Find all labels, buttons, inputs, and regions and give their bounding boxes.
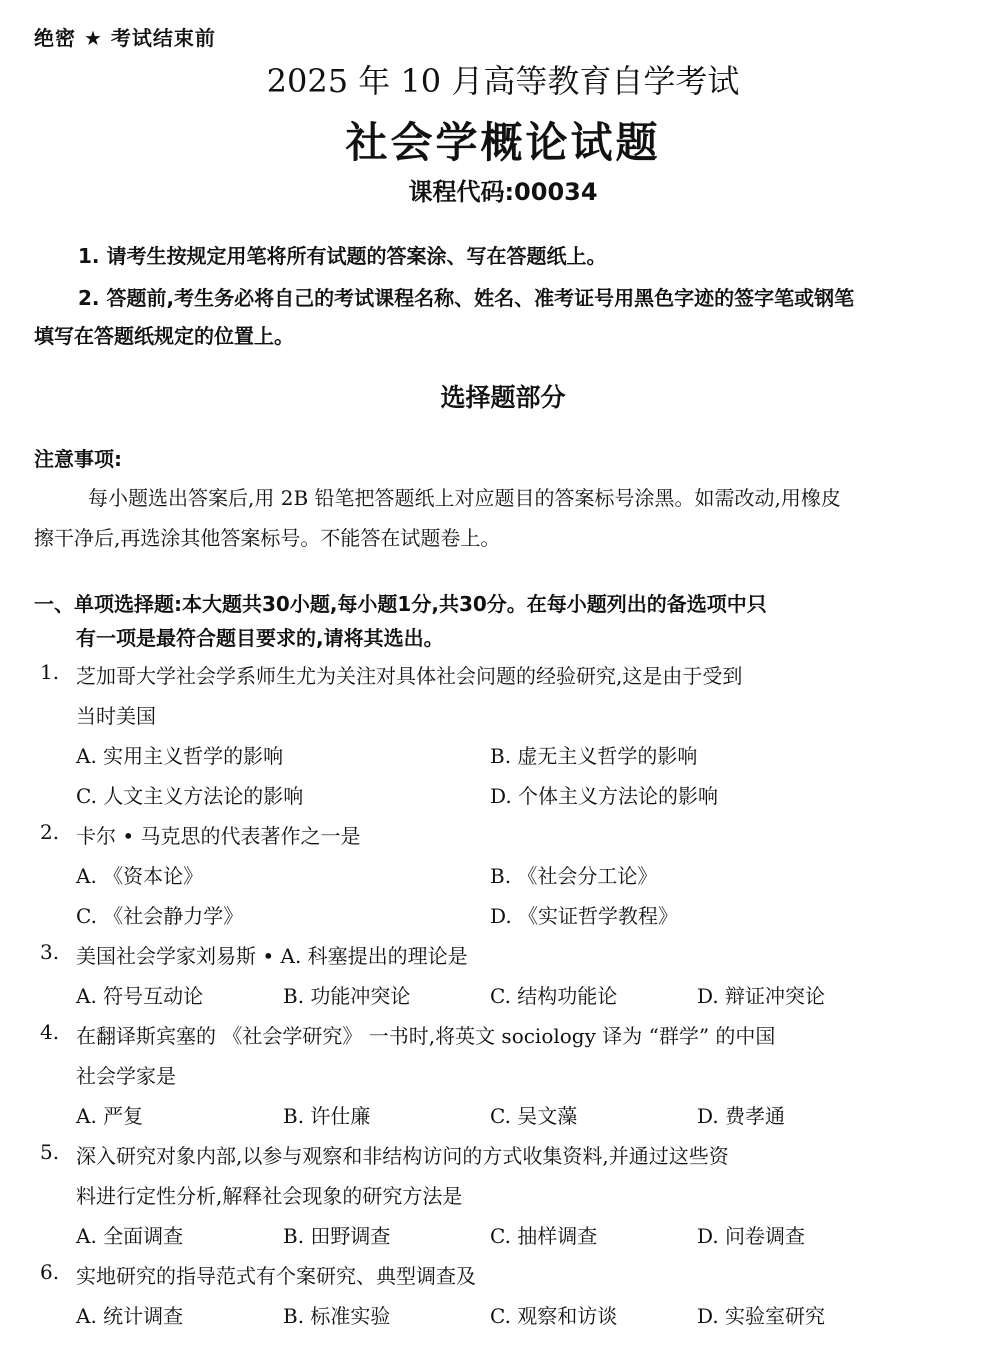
part-heading-line-2: 有一项是最符合题目要求的,请将其选出。 (76, 626, 444, 650)
question-number: 6. (40, 1260, 60, 1284)
question-number: 3. (40, 940, 60, 964)
question-number: 5. (40, 1140, 60, 1164)
question-text: 芝加哥大学社会学系师生尤为关注对具体社会问题的经验研究,这是由于受到 (76, 664, 743, 688)
option-d: D. 实验室研究 (697, 1304, 826, 1328)
instruction-2-line-1: 2. 答题前,考生务必将自己的考试课程名称、姓名、准考证号用黑色字迹的签字笔或钢笔 (78, 286, 855, 310)
question-text: 在翻译斯宾塞的 《社会学研究》 一书时,将英文 sociology 译为 “群学” 的中国 (76, 1024, 776, 1048)
question-number: 4. (40, 1020, 60, 1044)
option-d: D. 个体主义方法论的影响 (490, 784, 719, 808)
option-c: C. 《社会静力学》 (76, 904, 244, 928)
option-b: B. 功能冲突论 (283, 984, 411, 1008)
option-d: D. 辩证冲突论 (697, 984, 826, 1008)
option-c: C. 人文主义方法论的影响 (76, 784, 304, 808)
question-number: 2. (40, 820, 60, 844)
question-text: 当时美国 (76, 704, 156, 728)
option-d: D. 《实证哲学教程》 (490, 904, 679, 928)
option-a: A. 实用主义哲学的影响 (76, 744, 284, 768)
confidentiality-label: 绝密 ★ 考试结束前 (34, 26, 216, 50)
option-b: B. 标准实验 (283, 1304, 391, 1328)
question-text: 美国社会学家刘易斯 • A. 科塞提出的理论是 (76, 944, 468, 968)
notes-line-1: 每小题选出答案后,用 2B 铅笔把答题纸上对应题目的答案标号涂黑。如需改动,用橡皮 (88, 486, 841, 510)
option-d: D. 费孝通 (697, 1104, 786, 1128)
question-text: 社会学家是 (76, 1064, 176, 1088)
question-number: 1. (40, 660, 60, 684)
instruction-2-line-2: 填写在答题纸规定的位置上。 (34, 324, 294, 348)
notes-heading: 注意事项: (34, 447, 122, 471)
instruction-1: 1. 请考生按规定用笔将所有试题的答案涂、写在答题纸上。 (78, 244, 607, 268)
option-b: B. 田野调查 (283, 1224, 391, 1248)
option-b: B. 虚无主义哲学的影响 (490, 744, 698, 768)
exam-title: 2025 年 10 月高等教育自学考试 (266, 62, 740, 100)
option-b: B. 《社会分工论》 (490, 864, 658, 888)
option-a: A. 符号互动论 (76, 984, 204, 1008)
option-d: D. 问卷调查 (697, 1224, 806, 1248)
option-c: C. 吴文藻 (490, 1104, 578, 1128)
option-a: A. 严复 (76, 1104, 144, 1128)
part-heading-line-1: 一、单项选择题:本大题共30小题,每小题1分,共30分。在每小题列出的备选项中只 (34, 592, 767, 616)
question-text: 卡尔 • 马克思的代表著作之一是 (76, 824, 361, 848)
notes-line-2: 擦干净后,再选涂其他答案标号。不能答在试题卷上。 (34, 526, 501, 550)
question-text: 料进行定性分析,解释社会现象的研究方法是 (76, 1184, 463, 1208)
question-text: 实地研究的指导范式有个案研究、典型调查及 (76, 1264, 476, 1288)
course-code: 课程代码:00034 (408, 178, 598, 206)
option-a: A. 《资本论》 (76, 864, 204, 888)
option-c: C. 观察和访谈 (490, 1304, 618, 1328)
option-c: C. 抽样调查 (490, 1224, 598, 1248)
option-b: B. 许仕廉 (283, 1104, 371, 1128)
option-a: A. 全面调查 (76, 1224, 184, 1248)
option-c: C. 结构功能论 (490, 984, 618, 1008)
option-a: A. 统计调查 (76, 1304, 184, 1328)
question-text: 深入研究对象内部,以参与观察和非结构访问的方式收集资料,并通过这些资 (76, 1144, 729, 1168)
paper-title: 社会学概论试题 (345, 118, 661, 167)
section-title: 选择题部分 (440, 383, 566, 412)
